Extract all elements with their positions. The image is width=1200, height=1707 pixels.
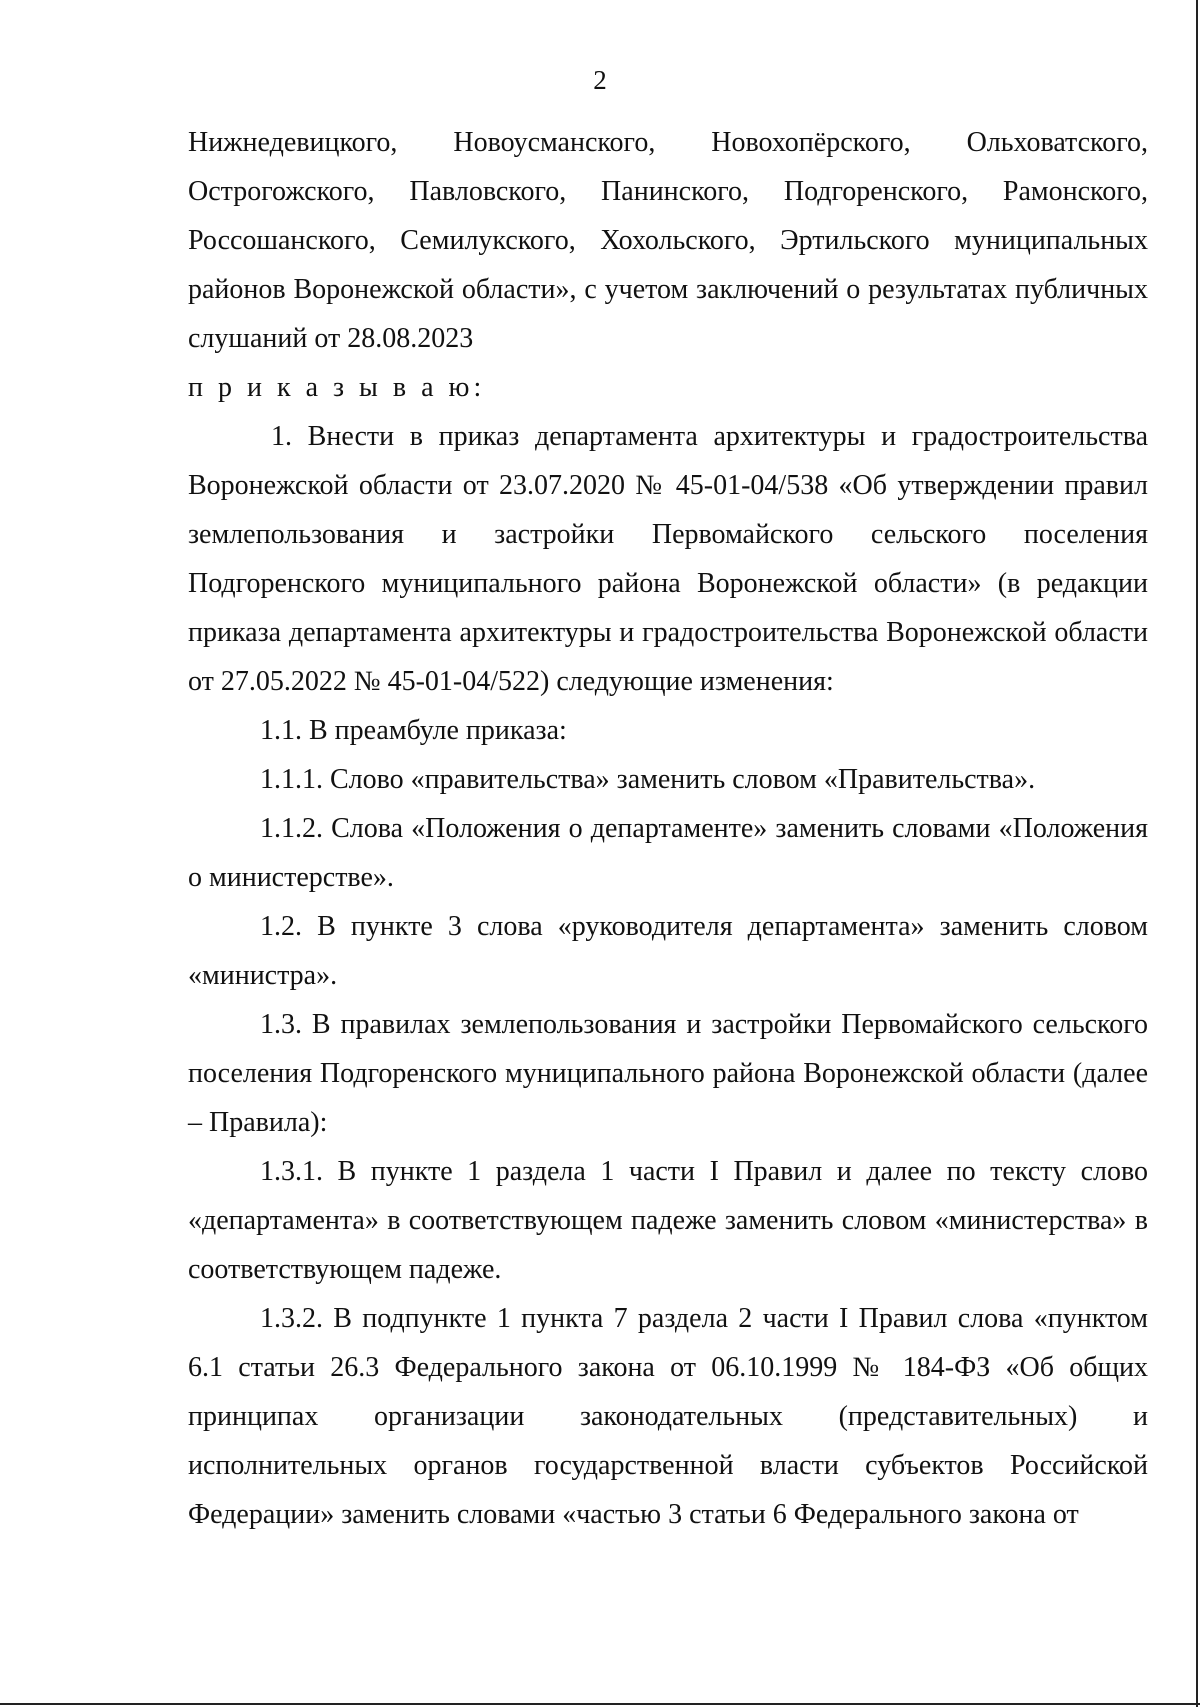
paragraph-item-1-1: 1.1. В преамбуле приказа:	[260, 715, 567, 746]
scan-edge-bottom	[0, 1703, 1200, 1705]
paragraph-item-1-3-2: 1.3.2. В подпункте 1 пункта 7 раздела 2 части I Правил слова «пунктом 6.1 статьи 26.3 Федерального закона от 06.10.1999 № 184-ФЗ «Об общих принципах организации законодательных (представительных) и исполнительных органов государственной власти субъектов Российской Федерации» заменить словами «частью 3 статьи 6 Федерального закона от	[188, 1303, 1148, 1530]
paragraph-item-1-3-1: 1.3.1. В пункте 1 раздела 1 части I Правил и далее по тексту слово «департамента» в соответствующем падеже заменить словом «министерства» в соответствующем падеже.	[188, 1156, 1148, 1285]
document-body	[188, 118, 1148, 1539]
paragraph-item-1-1-2: 1.1.2. Слова «Положения о департаменте» заменить словами «Положения о министерстве».	[188, 813, 1148, 893]
paragraph-districts-continuation: Нижнедевицкого, Новоусманского, Новохопёрского, Ольховатского, Острогожского, Павловского, Панинского, Подгоренского, Рамонского, Россошанского, Семилукского, Хохольского, Эртильского муниципальных районов Воронежской области», с учетом заключений о результатах публичных слушаний от 28.08.2023	[188, 127, 1148, 354]
paragraph-item-1-1-1: 1.1.1. Слово «правительства» заменить словом «Правительства».	[260, 764, 1036, 795]
page-number: 2	[593, 65, 607, 95]
paragraph-order-word: п р и к а з ы в а ю:	[188, 372, 486, 403]
paragraph-item-1: 1. Внести в приказ департамента архитектуры и градостроительства Воронежской области от 23.07.2020 № 45-01-04/538 «Об утверждении правил землепользования и застройки Первомайского сельского поселения Подгоренского муниципального района Воронежской области» (в редакции приказа департамента архитектуры и градостроительства Воронежской области от 27.05.2022 № 45-01-04/522) следующие изменения:	[188, 421, 1148, 697]
paragraph-item-1-3: 1.3. В правилах землепользования и застройки Первомайского сельского поселения Подгоренского муниципального района Воронежской области (далее – Правила):	[188, 1009, 1148, 1138]
paragraph-item-1-2: 1.2. В пункте 3 слова «руководителя департамента» заменить словом «министра».	[188, 911, 1148, 991]
scan-edge-right	[1196, 0, 1198, 1707]
